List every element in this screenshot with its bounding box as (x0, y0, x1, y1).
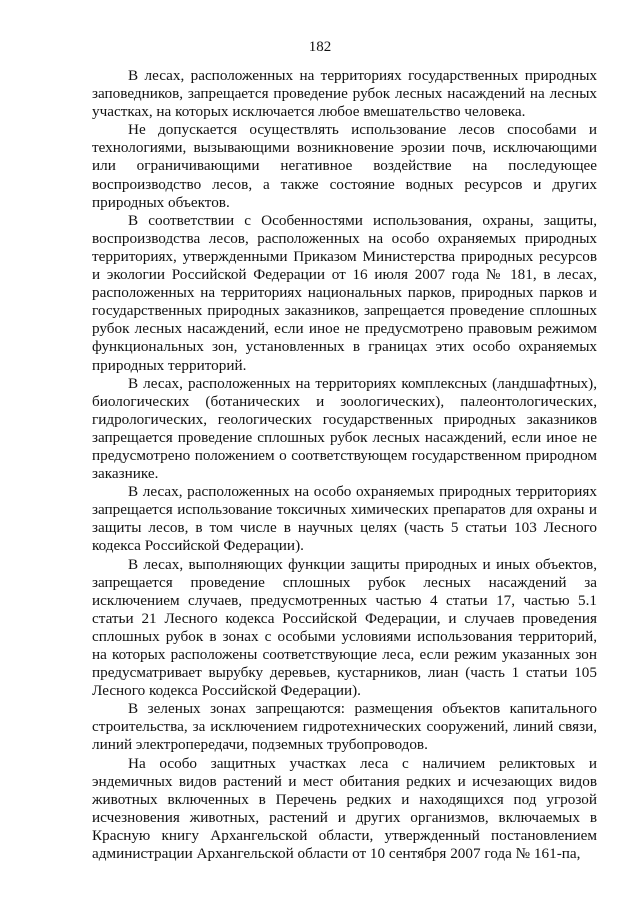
paragraph-national-parks: В соответствии с Особенностями использования, охраны, защиты, воспроизводства лесов, расположенных на особо охраняемых природных территориях, утвержденными Приказом Министерства природных ресурсов и экологии Российской Федерации от 16 июля 2007 года № 181, в лесах, расположенных на территориях национальных парков, природных парков и государственных природных заказников, запрещается проведение сплошных рубок лесных насаждений, если иное не предусмотрено правовым режимом функциональных зон, установленных в границах этих особо охраняемых природных территорий. (92, 211, 597, 374)
paragraph-relict-species: На особо защитных участках леса с наличием реликтовых и эндемичных видов растений и мест обитания редких и исчезающих видов животных включенных в Перечень редких и находящихся под угрозой исчезновения животных, растений и других организмов, включаемых в Красную книгу Архангельской области, утвержденный постановлением администрации Архангельской области от 10 сентября 2007 года № 161-па, (92, 754, 597, 863)
paragraph-toxic-chemicals: В лесах, расположенных на особо охраняемых природных территориях запрещается использование токсичных химических препаратов для охраны и защиты лесов, в том числе в научных целях (часть 5 статьи 103 Лесного кодекса Российской Федерации). (92, 483, 597, 555)
page-number: 182 (308, 39, 332, 55)
paragraph-erosion: Не допускается осуществлять использование лесов способами и технологиями, вызывающими возникновение эрозии почв, исключающими или ограничивающими негативное воздействие на последующее воспроизводство лесов, а также состояние водных ресурсов и других природных объектов. (92, 121, 597, 211)
document-body (92, 67, 597, 863)
paragraph-zakazniki: В лесах, расположенных на территориях комплексных (ландшафтных), биологических (ботанических и зоологических), палеонтологических, гидрологических, геологических государственных природных заказников запрещается проведение сплошных рубок лесных насаждений, если иное не предусмотрено положением о соответствующем государственном природном заказнике. (92, 374, 597, 483)
paragraph-green-zones: В зеленых зонах запрещаются: размещения объектов капитального строительства, за исключением гидротехнических сооружений, линий связи, линий электропередачи, подземных трубопроводов. (92, 700, 597, 754)
paragraph-zapovedniki: В лесах, расположенных на территориях государственных природных заповедников, запрещается проведение рубок лесных насаждений на лесных участках, на которых исключается любое вмешательство человека. (92, 67, 597, 121)
paragraph-protective-forests: В лесах, выполняющих функции защиты природных и иных объектов, запрещается проведение сплошных рубок лесных насаждений за исключением случаев, предусмотренных частью 4 статьи 17, частью 5.1 статьи 21 Лесного кодекса Российской Федерации, и случаев проведения сплошных рубок в зонах с особыми условиями использования территорий, на которых расположены соответствующие леса, если режим указанных зон предусматривает вырубку деревьев, кустарников, лиан (часть 1 статьи 105 Лесного кодекса Российской Федерации). (92, 555, 597, 700)
